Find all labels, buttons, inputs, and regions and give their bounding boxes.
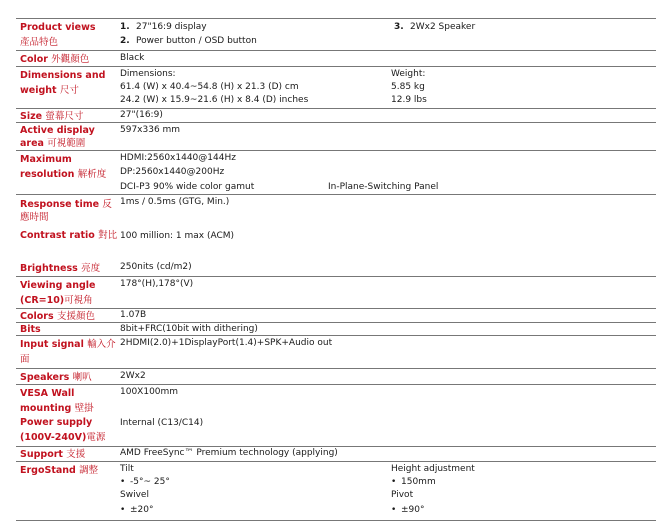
product-view-item-2: 2. Power button / OSD button xyxy=(120,36,257,46)
value-vesa: 100X100mm xyxy=(120,387,179,397)
value-height-title: Height adjustment xyxy=(391,464,475,474)
row-speakers xyxy=(16,368,656,385)
value-color-gamut: DCI-P3 90% wide color gamut xyxy=(120,182,255,192)
value-weight-title: Weight: xyxy=(391,69,426,79)
label-input-signal: Input signal 輸入介面 xyxy=(20,339,116,365)
row-input-signal xyxy=(16,335,656,369)
value-dimensions-title: Dimensions: xyxy=(120,69,176,79)
value-swivel-title: Swivel xyxy=(120,490,149,500)
row-contrast xyxy=(16,226,656,260)
row-brightness xyxy=(16,260,656,276)
value-panel-type: In-Plane-Switching Panel xyxy=(328,182,439,192)
row-color xyxy=(16,50,656,67)
label-vesa: VESA Wall mounting 壁掛 xyxy=(20,388,94,414)
value-contrast: 100 million: 1 max (ACM) xyxy=(120,231,235,241)
label-ergostand: ErgoStand 調整 xyxy=(20,465,99,476)
value-weight-lbs: 12.9 lbs xyxy=(391,95,427,105)
value-size: 27"(16:9) xyxy=(120,110,163,120)
label-power-supply: Power supply (100V-240V)電源 xyxy=(20,417,106,443)
value-support: AMD FreeSync™ Premium technology (applying) xyxy=(120,448,338,458)
value-viewing-angle: 178°(H),178°(V) xyxy=(120,279,194,289)
label-color: Color 外觀顏色 xyxy=(20,54,90,65)
label-viewing-angle: Viewing angle (CR=10)可視角 xyxy=(20,280,96,306)
label-max-resolution: Maximum resolution 解析度 xyxy=(20,154,107,180)
row-size xyxy=(16,108,656,123)
label-bits: Bits xyxy=(20,324,41,335)
label-size: Size 螢幕尺寸 xyxy=(20,111,84,122)
value-color: Black xyxy=(120,53,145,63)
row-bits xyxy=(16,322,656,336)
label-dimensions: Dimensions and weight 尺寸 xyxy=(20,70,106,96)
label-colors: Colors 支援顏色 xyxy=(20,311,95,322)
value-tilt-title: Tilt xyxy=(120,464,134,474)
value-weight-kg: 5.85 kg xyxy=(391,82,425,92)
row-power-supply xyxy=(16,414,656,446)
value-bits: 8bit+FRC(10bit with dithering) xyxy=(120,324,258,334)
row-colors xyxy=(16,308,656,323)
label-contrast: Contrast ratio 對比 xyxy=(20,230,118,241)
value-input-signal: 2HDMI(2.0)+1DisplayPort(1.4)+SPK+Audio out xyxy=(120,338,333,348)
value-dimensions-in: 24.2 (W) x 15.9~21.6 (H) x 8.4 (D) inches xyxy=(120,95,309,105)
value-resolution-hdmi: HDMI:2560x1440@144Hz xyxy=(120,153,236,163)
value-pivot-title: Pivot xyxy=(391,490,414,500)
row-support xyxy=(16,446,656,462)
value-speakers: 2Wx2 xyxy=(120,371,146,381)
label-brightness: Brightness 亮度 xyxy=(20,263,101,274)
row-ergostand xyxy=(16,461,656,521)
label-active-area: Active display area 可視範圍 xyxy=(20,125,95,149)
value-height: • 150mm xyxy=(391,477,436,487)
row-active-area xyxy=(16,122,656,151)
row-product-views xyxy=(16,18,656,51)
product-view-item-3: 3. 2Wx2 Speaker xyxy=(394,22,476,32)
row-max-resolution xyxy=(16,150,656,195)
value-resolution-dp: DP:2560x1440@200Hz xyxy=(120,167,225,177)
value-power-supply: Internal (C13/C14) xyxy=(120,418,204,428)
value-colors: 1.07B xyxy=(120,310,147,320)
value-tilt: • -5°~ 25° xyxy=(120,477,170,487)
value-pivot: • ±90° xyxy=(391,505,425,515)
product-view-item-1: 1. 27"16:9 display xyxy=(120,22,207,32)
value-dimensions-cm: 61.4 (W) x 40.4~54.8 (H) x 21.3 (D) cm xyxy=(120,82,299,92)
value-response-time: 1ms / 0.5ms (GTG, Min.) xyxy=(120,197,230,207)
label-product-views: Product views 產品特色 xyxy=(20,22,96,48)
row-viewing-angle xyxy=(16,276,656,309)
value-active-area: 597x336 mm xyxy=(120,125,181,135)
row-vesa xyxy=(16,384,656,415)
row-dimensions xyxy=(16,66,656,109)
label-speakers: Speakers 喇叭 xyxy=(20,372,92,383)
value-brightness: 250nits (cd/m2) xyxy=(120,262,192,272)
row-response-time xyxy=(16,194,656,227)
value-swivel: • ±20° xyxy=(120,505,154,515)
label-support: Support 支援 xyxy=(20,449,86,460)
label-response-time: Response time 反應時間 xyxy=(20,199,112,223)
